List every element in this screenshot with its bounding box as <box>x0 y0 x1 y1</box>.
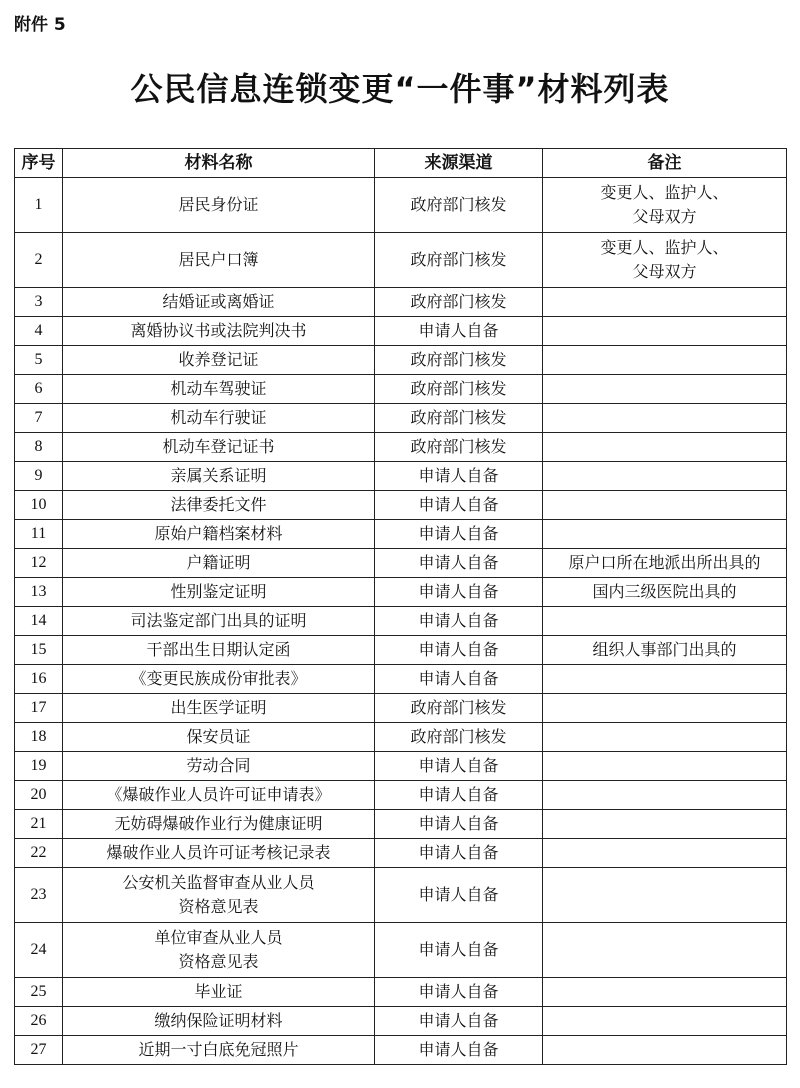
table-row <box>15 404 787 433</box>
material-name-cell <box>63 694 375 723</box>
row-number-cell-text: 8 <box>34 438 43 455</box>
material-name-cell-text: 《爆破作业人员许可证申请表》 <box>106 785 331 804</box>
row-number-cell-text: 10 <box>30 496 47 513</box>
source-channel-cell <box>375 607 543 636</box>
material-name-cell <box>63 288 375 317</box>
source-channel-cell <box>375 723 543 752</box>
table-row <box>15 375 787 404</box>
material-name-cell <box>63 810 375 839</box>
note-cell <box>543 404 787 433</box>
row-number-cell <box>15 233 63 288</box>
page-title: 公民信息连锁变更“一件事”材料列表 <box>130 70 670 108</box>
material-name-cell-text: 无妨碍爆破作业行为健康证明 <box>114 814 323 833</box>
note-cell <box>543 868 787 923</box>
material-name-cell <box>63 233 375 288</box>
material-name-cell-text: 毕业证 <box>194 982 243 1001</box>
row-number-cell <box>15 810 63 839</box>
note-cell <box>543 233 787 288</box>
row-number-cell-text: 26 <box>30 1012 47 1029</box>
source-channel-cell-text: 申请人自备 <box>418 582 499 601</box>
column-header-note: 备注 <box>543 149 787 178</box>
source-channel-cell-text: 政府部门核发 <box>410 698 507 717</box>
source-channel-cell-text: 政府部门核发 <box>410 379 507 398</box>
source-channel-cell-text: 申请人自备 <box>418 982 499 1001</box>
source-channel-cell <box>375 549 543 578</box>
table-row <box>15 723 787 752</box>
material-name-cell <box>63 520 375 549</box>
material-name-cell <box>63 636 375 665</box>
source-channel-cell <box>375 346 543 375</box>
source-channel-cell-text: 政府部门核发 <box>410 292 507 311</box>
source-channel-cell-text: 申请人自备 <box>418 1011 499 1030</box>
material-name-cell <box>63 178 375 233</box>
note-cell <box>543 1007 787 1036</box>
row-number-cell <box>15 723 63 752</box>
note-cell <box>543 923 787 978</box>
source-channel-cell <box>375 978 543 1007</box>
source-channel-cell <box>375 694 543 723</box>
table-row <box>15 233 787 288</box>
row-number-cell <box>15 549 63 578</box>
note-cell <box>543 810 787 839</box>
material-name-cell-text: 公安机关监督审查从业人员 资格意见表 <box>122 873 315 916</box>
source-channel-cell-text: 申请人自备 <box>418 1040 499 1059</box>
row-number-cell-text: 24 <box>30 941 47 958</box>
source-channel-cell <box>375 178 543 233</box>
material-name-cell-text: 出生医学证明 <box>170 698 267 717</box>
row-number-cell-text: 21 <box>30 815 47 832</box>
row-number-cell <box>15 607 63 636</box>
row-number-cell <box>15 752 63 781</box>
source-channel-cell-text: 申请人自备 <box>418 321 499 340</box>
source-channel-cell <box>375 923 543 978</box>
material-name-cell-text: 法律委托文件 <box>170 495 267 514</box>
column-header-no: 序号 <box>15 149 63 178</box>
source-channel-cell <box>375 375 543 404</box>
table-row <box>15 694 787 723</box>
note-cell <box>543 491 787 520</box>
source-channel-cell <box>375 781 543 810</box>
table-row <box>15 839 787 868</box>
material-name-cell <box>63 752 375 781</box>
row-number-cell <box>15 781 63 810</box>
material-name-cell <box>63 404 375 433</box>
row-number-cell-text: 1 <box>34 196 43 213</box>
row-number-cell <box>15 1007 63 1036</box>
source-channel-cell <box>375 317 543 346</box>
source-channel-cell <box>375 578 543 607</box>
note-cell-text: 组织人事部门出具的 <box>592 640 737 659</box>
row-number-cell <box>15 978 63 1007</box>
table-row <box>15 868 787 923</box>
row-number-cell-text: 17 <box>30 699 47 716</box>
table-row <box>15 288 787 317</box>
source-channel-cell <box>375 433 543 462</box>
source-channel-cell-text: 申请人自备 <box>418 466 499 485</box>
material-name-cell <box>63 549 375 578</box>
note-cell <box>543 752 787 781</box>
material-name-cell <box>63 781 375 810</box>
table-row <box>15 607 787 636</box>
row-number-cell-text: 6 <box>34 380 43 397</box>
source-channel-cell <box>375 1036 543 1065</box>
note-cell <box>543 462 787 491</box>
material-name-cell <box>63 578 375 607</box>
source-channel-cell-text: 申请人自备 <box>418 669 499 688</box>
source-channel-cell-text: 申请人自备 <box>418 640 499 659</box>
material-name-cell <box>63 723 375 752</box>
source-channel-cell <box>375 491 543 520</box>
row-number-cell <box>15 694 63 723</box>
source-channel-cell-text: 申请人自备 <box>418 885 499 904</box>
material-name-cell-text: 爆破作业人员许可证考核记录表 <box>106 843 331 862</box>
table-row <box>15 549 787 578</box>
row-number-cell-text: 20 <box>30 786 47 803</box>
source-channel-cell-text: 政府部门核发 <box>410 437 507 456</box>
note-cell-text: 原户口所在地派出所出具的 <box>568 553 761 572</box>
material-name-cell-text: 机动车行驶证 <box>170 408 267 427</box>
row-number-cell-text: 5 <box>34 351 43 368</box>
table-row <box>15 491 787 520</box>
note-cell <box>543 694 787 723</box>
source-channel-cell-text: 申请人自备 <box>418 940 499 959</box>
table-row <box>15 178 787 233</box>
material-name-cell-text: 机动车驾驶证 <box>170 379 267 398</box>
note-cell <box>543 288 787 317</box>
note-cell <box>543 1036 787 1065</box>
material-name-cell <box>63 839 375 868</box>
note-cell <box>543 839 787 868</box>
source-channel-cell-text: 申请人自备 <box>418 611 499 630</box>
row-number-cell <box>15 923 63 978</box>
material-name-cell <box>63 665 375 694</box>
row-number-cell <box>15 346 63 375</box>
source-channel-cell <box>375 288 543 317</box>
table-row <box>15 978 787 1007</box>
note-cell <box>543 781 787 810</box>
row-number-cell-text: 23 <box>30 886 47 903</box>
table-row <box>15 781 787 810</box>
material-name-cell <box>63 317 375 346</box>
table-row <box>15 462 787 491</box>
row-number-cell-text: 27 <box>30 1041 47 1058</box>
row-number-cell <box>15 636 63 665</box>
row-number-cell <box>15 433 63 462</box>
row-number-cell-text: 19 <box>30 757 47 774</box>
table-row <box>15 1036 787 1065</box>
table-row <box>15 665 787 694</box>
table-header-row <box>15 149 787 178</box>
table-row <box>15 636 787 665</box>
source-channel-cell-text: 申请人自备 <box>418 553 499 572</box>
note-cell <box>543 578 787 607</box>
material-name-cell-text: 《变更民族成份审批表》 <box>130 669 307 688</box>
material-name-cell-text: 单位审查从业人员 资格意见表 <box>154 928 283 971</box>
table-row <box>15 433 787 462</box>
note-cell <box>543 636 787 665</box>
material-name-cell-text: 居民户口簿 <box>178 250 259 269</box>
material-name-cell <box>63 1007 375 1036</box>
materials-table <box>14 148 787 1065</box>
row-number-cell <box>15 578 63 607</box>
table-row <box>15 317 787 346</box>
note-cell <box>543 520 787 549</box>
material-name-cell-text: 劳动合同 <box>186 756 251 775</box>
row-number-cell <box>15 462 63 491</box>
row-number-cell <box>15 665 63 694</box>
row-number-cell-text: 16 <box>30 670 47 687</box>
source-channel-cell <box>375 1007 543 1036</box>
source-channel-cell-text: 政府部门核发 <box>410 408 507 427</box>
material-name-cell <box>63 375 375 404</box>
source-channel-cell <box>375 810 543 839</box>
row-number-cell-text: 11 <box>30 525 47 542</box>
table-row <box>15 1007 787 1036</box>
material-name-cell-text: 干部出生日期认定函 <box>146 640 291 659</box>
row-number-cell <box>15 491 63 520</box>
source-channel-cell <box>375 462 543 491</box>
row-number-cell <box>15 317 63 346</box>
material-name-cell <box>63 462 375 491</box>
row-number-cell-text: 13 <box>30 583 47 600</box>
row-number-cell-text: 15 <box>30 641 47 658</box>
attachment-label: 附件 5 <box>14 15 66 35</box>
note-cell <box>543 433 787 462</box>
material-name-cell <box>63 978 375 1007</box>
note-cell-text: 国内三级医院出具的 <box>592 582 737 601</box>
source-channel-cell-text: 政府部门核发 <box>410 250 507 269</box>
source-channel-cell <box>375 404 543 433</box>
source-channel-cell-text: 政府部门核发 <box>410 195 507 214</box>
material-name-cell-text: 亲属关系证明 <box>170 466 267 485</box>
source-channel-cell-text: 申请人自备 <box>418 785 499 804</box>
row-number-cell-text: 25 <box>30 983 47 1000</box>
material-name-cell-text: 户籍证明 <box>186 553 251 572</box>
table-row <box>15 810 787 839</box>
material-name-cell-text: 收养登记证 <box>178 350 259 369</box>
source-channel-cell <box>375 665 543 694</box>
row-number-cell-text: 14 <box>30 612 47 629</box>
source-channel-cell <box>375 839 543 868</box>
note-cell-text: 变更人、监护人、 父母双方 <box>600 183 729 226</box>
source-channel-cell-text: 申请人自备 <box>418 756 499 775</box>
material-name-cell-text: 性别鉴定证明 <box>170 582 267 601</box>
column-header-source: 来源渠道 <box>375 149 543 178</box>
table-row <box>15 923 787 978</box>
material-name-cell <box>63 607 375 636</box>
material-name-cell <box>63 491 375 520</box>
material-name-cell <box>63 346 375 375</box>
material-name-cell <box>63 433 375 462</box>
source-channel-cell <box>375 636 543 665</box>
row-number-cell <box>15 520 63 549</box>
row-number-cell <box>15 839 63 868</box>
note-cell <box>543 375 787 404</box>
row-number-cell-text: 18 <box>30 728 47 745</box>
table-body <box>15 178 787 1065</box>
row-number-cell <box>15 404 63 433</box>
row-number-cell-text: 3 <box>34 293 43 310</box>
row-number-cell-text: 7 <box>34 409 43 426</box>
note-cell <box>543 665 787 694</box>
note-cell <box>543 723 787 752</box>
material-name-cell-text: 司法鉴定部门出具的证明 <box>130 611 307 630</box>
source-channel-cell-text: 申请人自备 <box>418 524 499 543</box>
row-number-cell <box>15 178 63 233</box>
material-name-cell <box>63 868 375 923</box>
source-channel-cell-text: 政府部门核发 <box>410 727 507 746</box>
row-number-cell-text: 22 <box>30 844 47 861</box>
note-cell <box>543 607 787 636</box>
material-name-cell-text: 保安员证 <box>186 727 251 746</box>
source-channel-cell <box>375 868 543 923</box>
material-name-cell-text: 结婚证或离婚证 <box>162 292 275 311</box>
note-cell <box>543 549 787 578</box>
table-row <box>15 752 787 781</box>
table-row <box>15 520 787 549</box>
source-channel-cell <box>375 233 543 288</box>
row-number-cell <box>15 868 63 923</box>
row-number-cell <box>15 375 63 404</box>
note-cell <box>543 178 787 233</box>
source-channel-cell-text: 申请人自备 <box>418 495 499 514</box>
source-channel-cell <box>375 520 543 549</box>
material-name-cell-text: 离婚协议书或法院判决书 <box>130 321 307 340</box>
table-row <box>15 578 787 607</box>
source-channel-cell-text: 申请人自备 <box>418 814 499 833</box>
row-number-cell <box>15 1036 63 1065</box>
row-number-cell-text: 9 <box>34 467 43 484</box>
material-name-cell-text: 缴纳保险证明材料 <box>154 1011 283 1030</box>
material-name-cell <box>63 1036 375 1065</box>
note-cell <box>543 346 787 375</box>
material-name-cell-text: 近期一寸白底免冠照片 <box>138 1040 299 1059</box>
source-channel-cell-text: 申请人自备 <box>418 843 499 862</box>
row-number-cell-text: 12 <box>30 554 47 571</box>
material-name-cell-text: 机动车登记证书 <box>162 437 275 456</box>
row-number-cell <box>15 288 63 317</box>
material-name-cell-text: 居民身份证 <box>178 195 259 214</box>
note-cell <box>543 978 787 1007</box>
row-number-cell-text: 2 <box>34 251 43 268</box>
column-header-name: 材料名称 <box>63 149 375 178</box>
table-row <box>15 346 787 375</box>
material-name-cell-text: 原始户籍档案材料 <box>154 524 283 543</box>
source-channel-cell-text: 政府部门核发 <box>410 350 507 369</box>
source-channel-cell <box>375 752 543 781</box>
note-cell <box>543 317 787 346</box>
material-name-cell <box>63 923 375 978</box>
note-cell-text: 变更人、监护人、 父母双方 <box>600 238 729 281</box>
row-number-cell-text: 4 <box>34 322 43 339</box>
